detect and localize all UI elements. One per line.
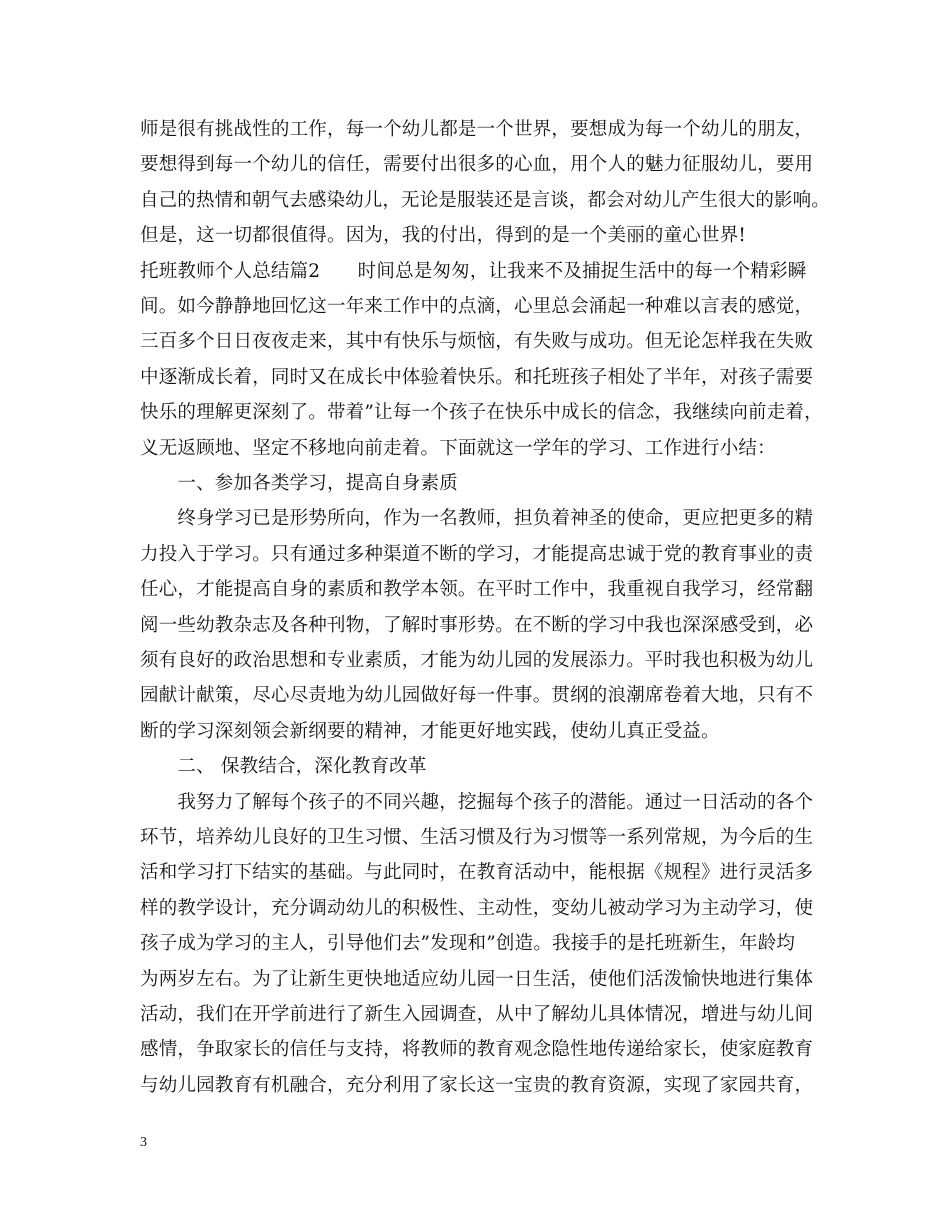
- text-line: 孩子成为学习的主人，引导他们去”发现和”创造。我接手的是托班新生，年龄均: [140, 933, 796, 955]
- text-line: 活动，我们在开学前进行了新生入园调查，从中了解幼儿具体情况，增进与幼儿间: [140, 1004, 814, 1025]
- text-line: 阅一些幼教杂志及各种刊物，了解时事形势。在不断的学习中我也深深感受到，必: [140, 614, 814, 636]
- text-line: 样的教学设计，充分调动幼儿的积极性、主动性，变幼儿被动学习为主动学习，使: [140, 897, 814, 919]
- text-line: 任心，才能提高自身的素质和教学本领。在平时工作中，我重视自我学习，经常翻: [140, 579, 814, 601]
- text-line: 中逐渐成长着，同时又在成长中体验着快乐。和托班孩子相处了半年，对孩子需要: [140, 366, 814, 388]
- text-line: 托班教师个人总结篇2 时间总是匆匆，让我来不及捕捉生活中的每一个精彩瞬: [140, 260, 807, 282]
- text-line: 自己的热情和朝气去感染幼儿，无论是服装还是言谈，都会对幼儿产生很大的影响。: [140, 189, 830, 211]
- text-line: 一、参加各类学习，提高自身素质: [140, 473, 458, 494]
- text-line: 快乐的理解更深刻了。带着”让每一个孩子在快乐中成长的信念，我继续向前走着，: [140, 402, 823, 424]
- text-line: 要想得到每一个幼儿的信任，需要付出很多的心血，用个人的魅力征服幼儿，要用: [140, 154, 814, 176]
- text-line: 力投入于学习。只有通过多种渠道不断的学习，才能提高忠诚于党的教育事业的责: [140, 543, 814, 565]
- text-line: 义无返顾地、坚定不移地向前走着。下面就这一学年的学习、工作进行小结：: [140, 437, 776, 459]
- text-line: 感情，争取家长的信任与支持，将教师的教育观念隐性地传递给家长，使家庭教育: [140, 1039, 814, 1061]
- text-line: 活和学习打下结实的基础。与此同时，在教育活动中，能根据《规程》进行灵活多: [140, 862, 814, 884]
- text-line: 与幼儿园教育有机融合，充分利用了家长这一宝贵的教育资源，实现了家园共育，: [140, 1074, 814, 1096]
- text-line: 须有良好的政治思想和专业素质，才能为幼儿园的发展添力。平时我也积极为幼儿: [140, 650, 814, 671]
- text-line: 为两岁左右。为了让新生更快地适应幼儿园一日生活，使他们活泼愉快地进行集体: [140, 968, 814, 990]
- text-line: 三百多个日日夜夜走来，其中有快乐与烦恼，有失败与成功。但无论怎样我在失败: [140, 331, 814, 353]
- text-line: 二、 保教结合，深化教育改革: [140, 756, 427, 778]
- text-line: 环节，培养幼儿良好的卫生习惯、生活习惯及行为习惯等一系列常规，为今后的生: [140, 827, 814, 848]
- text-line: 断的学习深刻领会新纲要的精神，才能更好地实践，使幼儿真正受益。: [140, 720, 720, 742]
- text-line: 师是很有挑战性的工作，每一个幼儿都是一个世界，要想成为每一个幼儿的朋友，: [140, 119, 814, 140]
- text-line: 我努力了解每个孩子的不同兴趣，挖掘每个孩子的潜能。通过一日活动的各个: [140, 791, 814, 813]
- text-line: 园献计献策，尽心尽责地为幼儿园做好每一件事。贯纲的浪潮席卷着大地，只有不: [140, 685, 814, 707]
- page-number: 3: [140, 1135, 147, 1150]
- text-line: 终身学习已是形势所向，作为一名教师，担负着神圣的使命，更应把更多的精: [140, 508, 814, 530]
- text-line: 间。如今静静地回忆这一年来工作中的点滴，心里总会涌起一种难以言表的感觉，: [140, 296, 814, 317]
- text-line: 但是，这一切都很值得。因为，我的付出，得到的是一个美丽的童心世界!: [140, 225, 747, 247]
